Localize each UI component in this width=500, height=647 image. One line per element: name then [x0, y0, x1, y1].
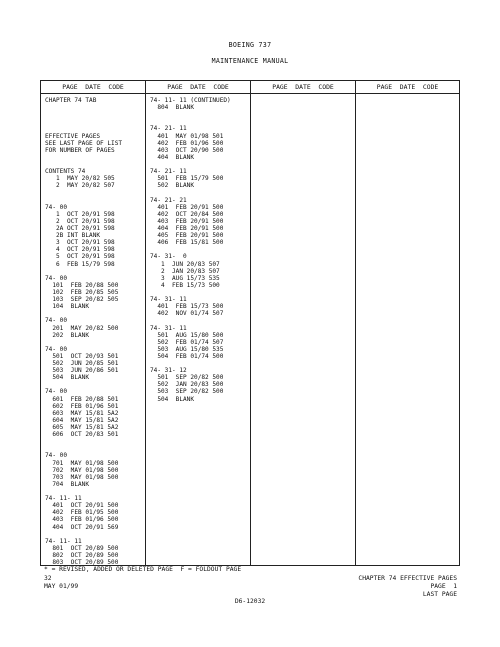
table-entry-line: 402 FEB 01/95 500 [45, 509, 119, 517]
table-entry-line: 602 FEB 01/96 501 [45, 402, 119, 410]
table-entry-line [45, 488, 145, 495]
table-entry-line: 703 MAY 01/98 500 [45, 473, 119, 481]
table-entry-line: 102 FEB 20/85 505 [45, 288, 119, 296]
footer-revision-number: 32 [44, 575, 52, 582]
table-entry-line: 603 MAY 15/81 5A2 [45, 409, 119, 417]
table-entry-line: 3 OCT 20/91 598 [45, 239, 115, 247]
table-entry-line: 2 OCT 20/91 598 [45, 217, 115, 225]
table-column-2 [146, 81, 251, 565]
table-entry-line: 2A OCT 20/91 598 [45, 224, 115, 232]
table-entry-line: 74- 31- 12 [150, 367, 187, 375]
column-entries [356, 94, 459, 97]
column-entries [41, 94, 145, 566]
column-entries [251, 94, 355, 97]
table-entry-line: 103 SEP 20/82 505 [45, 296, 119, 304]
footer-revision-date: MAY 01/99 [44, 583, 79, 590]
table-entry-line: 1 JUN 20/83 507 [150, 260, 220, 268]
table-entry-line: 503 JUN 20/86 501 [45, 367, 119, 375]
table-entry-line: 74- 00 [45, 388, 68, 396]
table-entry-line: 74- 00 [45, 274, 68, 282]
table-entry-line: 74- 00 [45, 345, 68, 353]
table-entry-line: 404 OCT 20/91 569 [45, 523, 119, 531]
table-entry-line: 501 AUG 15/80 500 [150, 331, 224, 339]
table-entry-line: 501 SEP 20/82 500 [150, 374, 224, 382]
footer-page-number: PAGE 1 [430, 583, 457, 590]
table-entry-line: 1 OCT 20/91 598 [45, 210, 115, 218]
column-header: PAGE DATE CODE [356, 81, 459, 94]
table-entry-line [150, 317, 250, 324]
table-entry-line: 202 BLANK [45, 331, 90, 339]
table-entry-line: 503 SEP 20/82 500 [150, 388, 224, 396]
table-entry-line [45, 268, 145, 275]
table-entry-line: 702 MAY 01/98 500 [45, 466, 119, 474]
table-entry-line [45, 111, 145, 118]
table-entry-line [45, 438, 145, 445]
table-entry-line [45, 531, 145, 538]
table-entry-line: 2 MAY 20/82 507 [45, 182, 115, 190]
table-entry-line [45, 381, 145, 388]
footer-last-page: LAST PAGE [422, 591, 457, 598]
table-entry-line: 502 JUN 20/85 501 [45, 360, 119, 368]
table-entry-line [45, 118, 145, 125]
table-entry-line: 404 FEB 20/91 500 [150, 224, 224, 232]
table-entry-line: CHAPTER 74 TAB [45, 97, 97, 104]
table-entry-line [150, 360, 250, 367]
table-entry-line [150, 189, 250, 196]
effective-pages-table [40, 80, 460, 566]
table-entry-line: 74- 00 [45, 203, 68, 211]
column-header: PAGE DATE CODE [41, 81, 145, 94]
table-entry-line: 504 BLANK [45, 374, 90, 382]
footer-legend: * = REVISED, ADDED OR DELETED PAGE F = FOLDOUT PAGE [44, 566, 242, 573]
table-entry-line: 74- 31- 11 [150, 324, 187, 332]
table-entry-line: 502 JAN 20/83 500 [150, 381, 224, 389]
table-entry-line: 403 FEB 01/96 500 [45, 516, 119, 524]
table-entry-line: 104 BLANK [45, 303, 90, 311]
table-entry-line: 403 FEB 20/91 500 [150, 217, 224, 225]
table-entry-line [45, 310, 145, 317]
column-header: PAGE DATE CODE [146, 81, 250, 94]
table-entry-line [150, 161, 250, 168]
table-entry-line: FOR NUMBER OF PAGES [45, 146, 115, 154]
table-entry-line [150, 246, 250, 253]
table-entry-line: 605 MAY 15/81 5A2 [45, 424, 119, 432]
table-entry-line: 504 BLANK [150, 395, 195, 403]
table-entry-line: 4 FEB 15/73 500 [150, 281, 220, 289]
table-entry-line [45, 161, 145, 168]
table-entry-line: 1 MAY 20/82 505 [45, 175, 115, 183]
table-entry-line: 5 OCT 20/91 598 [45, 253, 115, 261]
table-entry-line: 601 FEB 20/88 501 [45, 395, 119, 403]
table-entry-line [45, 339, 145, 346]
table-entry-line: 804 BLANK [150, 104, 195, 112]
column-entries [146, 94, 250, 403]
table-entry-line: 2 JAN 20/83 507 [150, 267, 220, 275]
table-entry-line: 74- 21- 11 [150, 168, 187, 176]
table-entry-line: 503 AUG 15/80 535 [150, 345, 224, 353]
table-entry-line: 74- 21- 21 [150, 196, 187, 204]
table-column-3 [251, 81, 356, 565]
table-entry-line: 74- 11- 11 (CONTINUED) [150, 97, 231, 104]
table-entry-line [150, 118, 250, 125]
column-header: PAGE DATE CODE [251, 81, 355, 94]
table-entry-line: 3 AUG 15/73 535 [150, 274, 220, 282]
table-entry-line: 74- 21- 11 [150, 125, 187, 133]
table-entry-line [45, 189, 145, 196]
table-entry-line: 704 BLANK [45, 480, 90, 488]
table-entry-line: 501 OCT 20/93 501 [45, 352, 119, 360]
table-entry-line: 502 BLANK [150, 182, 195, 190]
table-entry-line: 405 FEB 20/91 500 [150, 232, 224, 240]
table-entry-line: 502 FEB 01/74 507 [150, 338, 224, 346]
table-entry-line: 101 FEB 20/88 500 [45, 281, 119, 289]
table-entry-line: 801 OCT 20/89 500 [45, 544, 119, 552]
table-entry-line: 401 FEB 20/91 500 [150, 203, 224, 211]
table-entry-line: 501 FEB 15/79 500 [150, 175, 224, 183]
table-entry-line [45, 104, 145, 111]
table-entry-line: 701 MAY 01/98 500 [45, 459, 119, 467]
table-entry-line: 74- 00 [45, 317, 68, 325]
table-entry-line: 74- 31- 11 [150, 296, 187, 304]
table-entry-line [150, 111, 250, 118]
table-entry-line: 406 FEB 15/81 500 [150, 239, 224, 247]
manual-header-subtitle: MAINTENANCE MANUAL [211, 57, 289, 65]
table-entry-line: 402 NOV 01/74 507 [150, 310, 224, 318]
table-entry-line: 504 FEB 01/74 500 [150, 352, 224, 360]
table-entry-line: 606 OCT 20/83 501 [45, 431, 119, 439]
table-entry-line: 401 OCT 20/91 500 [45, 502, 119, 510]
table-column-4 [356, 81, 459, 565]
table-entry-line: 404 BLANK [150, 153, 195, 161]
table-entry-line: 74- 11- 11 [45, 537, 82, 545]
manual-header-title: BOEING 737 [228, 41, 272, 49]
table-entry-line: EFFECTIVE PAGES [45, 132, 101, 140]
table-entry-line: 403 OCT 20/90 500 [150, 146, 224, 154]
table-entry-line: 402 FEB 01/96 500 [150, 139, 224, 147]
table-entry-line: 74- 31- 0 [150, 253, 187, 261]
table-entry-line: 802 OCT 20/89 500 [45, 552, 119, 559]
table-entry-line: 604 MAY 15/81 5A2 [45, 416, 119, 424]
table-entry-line [45, 197, 145, 204]
table-entry-line [45, 445, 145, 452]
table-entry-line: 6 FEB 15/79 598 [45, 260, 115, 268]
table-entry-line: 74- 00 [45, 452, 68, 460]
footer-document-number: D6-12032 [234, 598, 266, 605]
table-entry-line: 2B INT BLANK [45, 232, 101, 240]
table-entry-line [45, 154, 145, 161]
table-entry-line [45, 125, 145, 132]
table-entry-line: 201 MAY 20/82 500 [45, 324, 119, 332]
table-entry-line [150, 289, 250, 296]
table-entry-line: SEE LAST PAGE OF LIST [45, 139, 123, 147]
table-entry-line: CONTENTS 74 [45, 168, 86, 176]
table-column-1 [41, 81, 146, 565]
table-entry-line: 401 MAY 01/98 501 [150, 132, 224, 140]
table-entry-line: 401 FEB 15/73 500 [150, 303, 224, 311]
table-entry-line: 803 OCT 20/89 500 [45, 559, 119, 567]
footer-chapter-title: CHAPTER 74 EFFECTIVE PAGES [358, 575, 457, 582]
table-entry-line: 402 OCT 20/84 500 [150, 210, 224, 218]
table-entry-line: 74- 11- 11 [45, 495, 82, 503]
table-entry-line: 4 OCT 20/91 598 [45, 246, 115, 254]
